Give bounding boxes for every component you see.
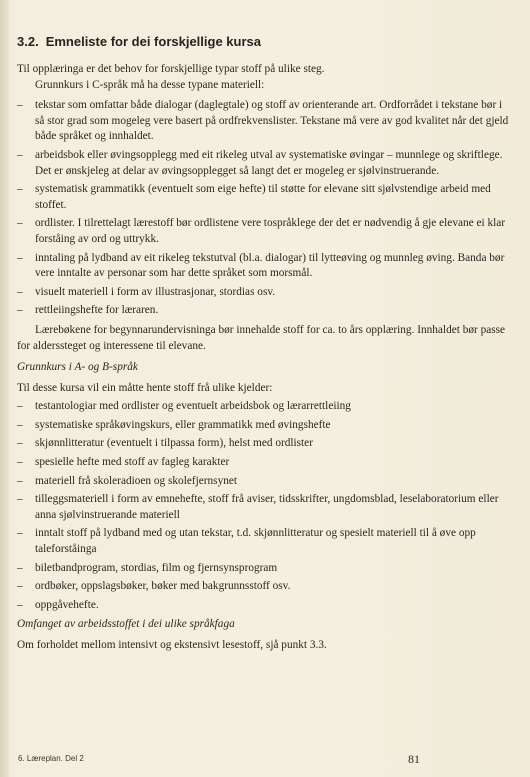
list-dash: – [17, 99, 23, 112]
section-heading [17, 34, 513, 50]
list-item [17, 418, 513, 434]
list-item-text: materiell frå skoleradioen og skolefjernsynet [35, 474, 238, 487]
page-number: 81 [408, 752, 420, 766]
intro-paragraph-2: Grunnkurs i C-språk må ha desse typane materiell: [35, 78, 265, 91]
list-dash: – [17, 183, 23, 196]
list-dash: – [17, 474, 23, 487]
list-dash: – [17, 493, 23, 506]
list-item [17, 303, 513, 319]
list-item [17, 216, 513, 247]
list-item-text: ordbøker, oppslagsbøker, bøker med bakgrunnsstoff osv. [35, 580, 291, 593]
list-item [17, 579, 513, 595]
list-item [17, 399, 513, 415]
page-content [17, 34, 513, 654]
list-item-text: inntaling på lydband av eit rikeleg tekstutval (bl.a. dialogar) til lytteøving og munnleg øving. Banda bør vere inntalte av personar som har dette språket som morsmål. [35, 251, 505, 280]
list-item [17, 182, 513, 213]
c-language-material-list [17, 98, 513, 319]
list-item [17, 98, 513, 145]
subheading-scope: Omfanget av arbeidsstoffet i dei ulike språkfaga [17, 618, 235, 631]
list-item [17, 251, 513, 282]
list-item [17, 561, 513, 577]
list-item-text: oppgåvehefte. [35, 598, 99, 611]
scope-paragraph: Om forholdet mellom intensivt og ekstensivt lesestoff, sjå punkt 3.3. [17, 639, 327, 651]
section-number: 3.2. [17, 34, 39, 49]
list-item-text: visuelt materiell i form av illustrasjonar, stordias osv. [35, 285, 276, 298]
list-dash: – [17, 251, 23, 264]
list-dash: – [17, 400, 23, 413]
list-item-text: skjønnlitteratur (eventuelt i tilpassa form), helst med ordlister [35, 437, 313, 450]
list-item-text: spesielle hefte med stoff av fagleg karakter [35, 456, 230, 469]
list-item [17, 436, 513, 452]
section-title: Emneliste for dei forskjellige kursa [45, 34, 261, 49]
a-b-intro-paragraph: Til desse kursa vil ein måtte hente stoff frå ulike kjelder: [17, 381, 273, 394]
list-item-text: ordlister. I tilrettelagt lærestoff bør ordlistene vere tospråklege der det er nødvendig å gje elevane ei klar forståing av ord og uttrykk. [35, 217, 506, 245]
page-spine-shadow [0, 0, 9, 777]
list-item [17, 474, 513, 490]
list-dash: – [17, 217, 23, 230]
list-item-text: arbeidsbok eller øvingsopplegg med eit rikeleg utval av systematiske øvingar – munnlege og skriftlege. Det er ønskjeleg at delar av øvingsopplegget så langt det er mogeleg er sjølvinstruerande. [35, 148, 503, 177]
list-item-text: systematisk grammatikk (eventuelt som eige hefte) til støtte for elevane sitt sjølvstendige arbeid med stoffet. [35, 183, 491, 211]
list-item-text: systematiske språkøvingskurs, eller grammatikk med øvingshefte [35, 418, 331, 431]
list-item-text: inntalt stoff på lydband med og utan tekstar, t.d. skjønnlitteratur og spesielt materiell til å øve opp taleforståinga [35, 527, 476, 556]
list-dash: – [17, 456, 23, 469]
list-dash: – [17, 304, 23, 317]
list-dash: – [17, 598, 23, 611]
list-item [17, 148, 513, 179]
list-item [17, 492, 513, 523]
list-dash: – [17, 285, 23, 298]
list-item [17, 455, 513, 471]
list-dash: – [17, 527, 23, 540]
list-item-text: biletbandprogram, stordias, film og fjernsynsprogram [35, 561, 278, 574]
footer-source-label: 6. Læreplan. Del 2 [18, 754, 84, 763]
list-dash: – [17, 561, 23, 574]
textbooks-paragraph: Lærebøkene for begynnarundervisninga bør innehalde stoff for ca. to års opplæring. Innhaldet bør passe for alderssteget og interessene til elevane. [17, 323, 506, 352]
a-b-language-material-list [17, 399, 513, 613]
list-item [17, 598, 513, 614]
list-item-text: testantologiar med ordlister og eventuelt arbeidsbok og lærarrettleiing [35, 400, 351, 413]
list-dash: – [17, 437, 23, 450]
list-dash: – [17, 148, 23, 161]
list-item [17, 285, 513, 301]
subheading-a-b-language: Grunnkurs i A- og B-språk [17, 361, 138, 374]
list-item-text: tilleggsmateriell i form av emnehefte, stoff frå aviser, tidsskrifter, ungdomsblad, leselaboratorium eller anna sjølvinstruerande materiell [35, 493, 499, 521]
intro-paragraph-1: Til opplæringa er det behov for forskjellige typar stoff på ulike steg. [17, 63, 325, 75]
list-item [17, 526, 513, 557]
list-dash: – [17, 580, 23, 593]
list-dash: – [17, 418, 23, 431]
list-item-text: rettleiingshefte for læraren. [35, 304, 159, 317]
list-item-text: tekstar som omfattar både dialogar (daglegtale) og stoff av orienterande art. Ordforrådet i tekstane bør i så stor grad som mogeleg vere basert på ordfrekvenslister. Tekstane må vere av god kvalitet når det gjeld både språket og innhaldet. [35, 99, 509, 143]
